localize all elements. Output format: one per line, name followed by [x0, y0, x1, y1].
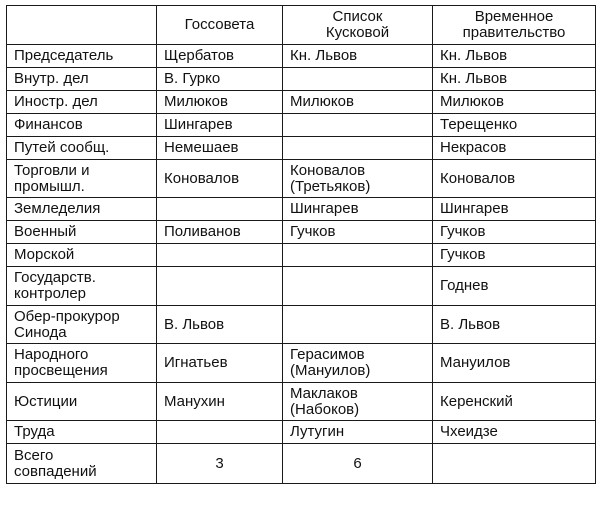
gossoveta-cell: Коновалов [157, 160, 283, 198]
ministry-cell: Военный [7, 221, 157, 244]
table-row [7, 91, 596, 114]
table-row [7, 306, 596, 344]
gossoveta-cell [157, 421, 283, 444]
ministry-cell: Труда [7, 421, 157, 444]
ministry-cell: Внутр. дел [7, 68, 157, 91]
ministry-cell: Юстиции [7, 383, 157, 421]
gossoveta-cell: В. Львов [157, 306, 283, 344]
table-row [7, 421, 596, 444]
gossoveta-cell: В. Гурко [157, 68, 283, 91]
ministry-cell: Торговли и промышл. [7, 160, 157, 198]
kuskova-cell: Кн. Львов [283, 45, 433, 68]
table-row [7, 383, 596, 421]
provisional-cell: Милюков [433, 91, 596, 114]
provisional-cell: Гучков [433, 244, 596, 267]
table-row [7, 45, 596, 68]
total-gossoveta-cell: 3 [157, 444, 283, 484]
table-row [7, 160, 596, 198]
provisional-cell: Кн. Львов [433, 68, 596, 91]
gossoveta-cell: Игнатьев [157, 344, 283, 383]
provisional-cell: Гучков [433, 221, 596, 244]
provisional-cell: Керенский [433, 383, 596, 421]
header-cell-provisional-government: Временное правительство [433, 6, 596, 45]
provisional-cell: Коновалов [433, 160, 596, 198]
kuskova-cell: Герасимов (Мануилов) [283, 344, 433, 383]
provisional-cell: Годнев [433, 267, 596, 306]
header-cell-corner [7, 6, 157, 45]
gossoveta-cell: Манухин [157, 383, 283, 421]
table-row [7, 267, 596, 306]
table-row [7, 137, 596, 160]
kuskova-cell [283, 244, 433, 267]
table-row [7, 198, 596, 221]
kuskova-cell: Лутугин [283, 421, 433, 444]
provisional-cell: Терещенко [433, 114, 596, 137]
ministry-cell: Земледелия [7, 198, 157, 221]
table-row [7, 221, 596, 244]
provisional-cell: Чхеидзе [433, 421, 596, 444]
provisional-cell: В. Львов [433, 306, 596, 344]
kuskova-cell: Милюков [283, 91, 433, 114]
ministry-cell: Обер-прокурор Синода [7, 306, 157, 344]
total-label-cell: Всего совпадений [7, 444, 157, 484]
ministry-cell: Государств. контролер [7, 267, 157, 306]
total-row [7, 444, 596, 484]
provisional-cell: Кн. Львов [433, 45, 596, 68]
table-row [7, 114, 596, 137]
table-row [7, 244, 596, 267]
kuskova-cell: Гучков [283, 221, 433, 244]
kuskova-cell: Коновалов (Третьяков) [283, 160, 433, 198]
ministry-cell: Народного просвещения [7, 344, 157, 383]
gossoveta-cell [157, 244, 283, 267]
ministers-comparison-table [6, 5, 596, 484]
kuskova-cell [283, 68, 433, 91]
total-provisional-cell [433, 444, 596, 484]
kuskova-cell [283, 114, 433, 137]
provisional-cell: Шингарев [433, 198, 596, 221]
total-kuskova-cell: 6 [283, 444, 433, 484]
kuskova-cell [283, 267, 433, 306]
gossoveta-cell [157, 198, 283, 221]
gossoveta-cell: Немешаев [157, 137, 283, 160]
header-cell-gossoveta: Госсовета [157, 6, 283, 45]
gossoveta-cell: Поливанов [157, 221, 283, 244]
gossoveta-cell: Милюков [157, 91, 283, 114]
header-row [7, 6, 596, 45]
kuskova-cell [283, 306, 433, 344]
ministry-cell: Иностр. дел [7, 91, 157, 114]
ministry-cell: Морской [7, 244, 157, 267]
gossoveta-cell [157, 267, 283, 306]
table-row [7, 344, 596, 383]
header-cell-kuskova-list: Список Кусковой [283, 6, 433, 45]
gossoveta-cell: Шингарев [157, 114, 283, 137]
provisional-cell: Некрасов [433, 137, 596, 160]
kuskova-cell: Шингарев [283, 198, 433, 221]
table-row [7, 68, 596, 91]
ministry-cell: Председатель [7, 45, 157, 68]
kuskova-cell [283, 137, 433, 160]
gossoveta-cell: Щербатов [157, 45, 283, 68]
kuskova-cell: Маклаков (Набоков) [283, 383, 433, 421]
ministry-cell: Путей сообщ. [7, 137, 157, 160]
ministry-cell: Финансов [7, 114, 157, 137]
provisional-cell: Мануилов [433, 344, 596, 383]
